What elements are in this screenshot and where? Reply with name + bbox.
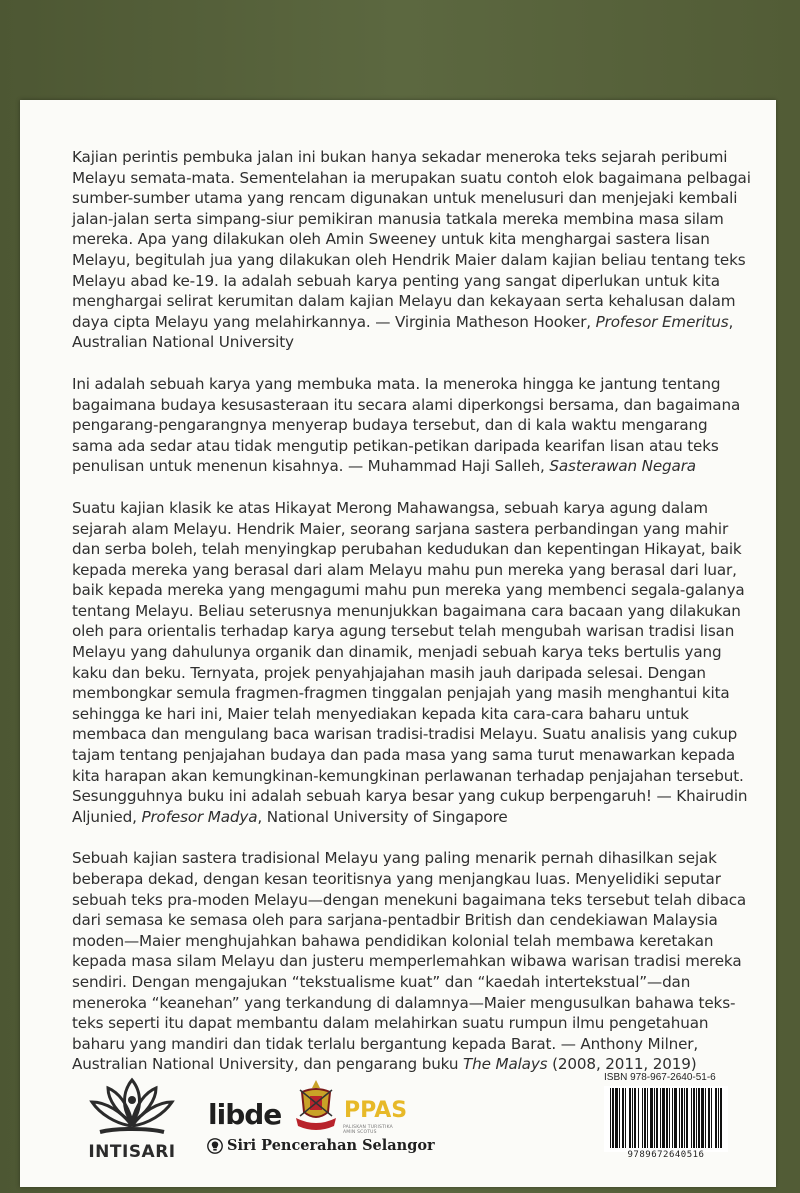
barcode-bar [654,1088,655,1148]
barcode-bar [638,1088,639,1148]
barcode-bar [711,1088,712,1148]
barcode-bar [644,1088,646,1148]
barcode-bar [610,1088,611,1148]
barcode-bar [705,1088,706,1148]
blurbs-section [72,147,752,1096]
libde-logo: libde [208,1098,282,1131]
barcode-bar [686,1088,688,1148]
isbn-label: ISBN 978-967-2640-51-6 [604,1072,716,1083]
barcode-bar [642,1088,643,1148]
siri-pencerahan-logo [207,1137,435,1154]
barcode-bar [715,1088,717,1148]
barcode-bar [672,1088,673,1148]
barcode-bar [674,1088,677,1148]
barcode-bar [650,1088,653,1148]
barcode [604,1086,728,1152]
barcode-bar [625,1088,626,1148]
ppas-logo: PPAS [344,1098,408,1123]
intisari-text: INTISARI [88,1142,176,1162]
barcode-bar [634,1088,636,1148]
barcode-bar [662,1088,665,1148]
barcode-bar [698,1088,700,1148]
barcode-bar [701,1088,704,1148]
barcode-bar [622,1088,624,1148]
ppas-subtitle: PALISKAN TURISTIKA AMIN SCOTUS [343,1125,393,1135]
siri-text: Siri Pencerahan Selangor [227,1137,435,1154]
barcode-bar [629,1088,631,1148]
barcode-bar [656,1088,658,1148]
blurb-1: Kajian perintis pembuka jalan ini bukan hanya sekadar meneroka teks sejarah peribumi Melayu semata-mata. Sementelahan ia merupakan suatu contoh elok bagaimana pelbagai sumber-sumber utama yang rencam digunakan untuk menelusuri dan menjejaki kembali jalan-jalan serta simpang-siur pemikiran manusia tatkala mereka membina masa silam mereka. Apa yang dilakukan oleh Amin Sweeney untuk kita menghargai sastera lisan Melayu, begitulah jua yang dilakukan oleh Hendrik Maier dalam kajian beliau tentang teks Melayu abad ke-19. Ia adalah sebuah karya penting yang sangat diperlukan untuk kita menghargai selirat kerumitan dalam kajian Melayu dan kekayaan serta kehalusan dalam daya cipta Melayu yang melahirkannya. — Virginia Matheson Hooker, Profesor Emeritus, Australian National University [72,148,751,352]
lotus-icon [82,1070,182,1142]
barcode-bar [669,1088,670,1148]
barcode-bar [679,1088,680,1148]
barcode-bar [693,1088,695,1148]
barcode-bar [684,1088,685,1148]
blurb-2: Ini adalah sebuah karya yang membuka mata. Ia meneroka hingga ke jantung tentang bagaimana budaya kesusasteraan itu secara alami diperkongsi bersama, dan bagaimana pengarang-pengarangnya menyerap budaya tersebut, dan di kala waktu mengarang sama ada sedar atau tidak mengutip petikan-petikan daripada kearifan lisan atau teks penulisan untuk menenun kisahnya. — Muhammad Haji Salleh, Sasterawan Negara [72,374,741,476]
barcode-bar [612,1088,614,1148]
barcode-bar [718,1088,719,1148]
barcode-bar [681,1088,683,1148]
barcode-bar [660,1088,661,1148]
lightbulb-icon [207,1138,223,1154]
barcode-bar [691,1088,692,1148]
barcode-bar [647,1088,648,1148]
barcode-bar [632,1088,633,1148]
barcode-bar [708,1088,710,1148]
selangor-crest-icon [292,1078,340,1134]
barcode-bar [615,1088,618,1148]
blurb-4: Sebuah kajian sastera tradisional Melayu yang paling menarik pernah dihasilkan sejak beberapa dekad, dengan kesan teoritisnya yang menjangkau luas. Menyelidiki seputar sebuah teks pra-moden Melayu—dengan menekuni bagaimana teks tersebut telah dibaca dari semasa ke semasa oleh para sarjana-pentadbir British dan cendekiawan Malaysia moden—Maier menghujahkan bahawa pendidikan kolonial telah membawa keretakan kepada masa silam Melayu dan justeru memperlemahkan wibawa warisan tradisi mereka sendiri. Dengan mengajukan “tekstualisme kuat” dan “kaedah intertekstual”—dan meneroka “keanehan” yang terkandung di dalamnya—Maier mengusulkan bahawa teks-teks seperti itu dapat membantu dalam melahirkan suatu rumpun ilmu pengetahuan baharu yang mandiri dan tidak terlalu bergantung kepada Barat. — Anthony Milner, Australian National University, dan pengarang buku The Malays (2008, 2011, 2019) [72,849,747,1074]
barcode-number: 9789672640516 [627,1150,705,1160]
barcode-bar [696,1088,697,1148]
intisari-logo [82,1070,182,1162]
blurb-3: Suatu kajian klasik ke atas Hikayat Merong Mahawangsa, sebuah karya agung dalam sejarah alam Melayu. Hendrik Maier, seorang sarjana sastera perbandingan yang mahir dan serba boleh, telah menyingkap perubahan kedudukan dan kepentingan Hikayat, baik kepada mereka yang berasal dari alam Melayu mahu pun mereka yang berasal dari luar, baik kepada mereka yang mengagumi mahu pun mereka yang membenci segala-galanya tentang Melayu. Beliau seterusnya menunjukkan bagaimana cara bacaan yang dilakukan oleh para orientalis terhadap karya agung tersebut telah mengubah warisan tradisi lisan Melayu yang dahulunya organik dan dinamik, menjadi sebuah karya teks bertulis yang kaku dan beku. Ternyata, projek penyahjajahan masih jauh daripada selesai. Dengan membongkar semula fragmen-fragmen tinggalan penjajah yang masih menghantui kita sehingga ke hari ini, Maier telah menyediakan kepada kita cara-cara baharu untuk membaca dan mengulang baca warisan tradisi-tradisi Melayu. Suatu analisis yang cukup tajam tentang penjajahan budaya dan pada masa yang sama turut menawarkan kepada kita harapan akan kemungkinan-kemungkinan perlawanan terhadap penjajahan tersebut. Sesungguhnya buku ini adalah sebuah karya besar yang cukup berpengaruh! — Khairudin Aljunied, Profesor Madya, National University of Singapore [72,498,748,826]
barcode-bar [720,1088,722,1148]
barcode-bar [619,1088,620,1148]
barcode-bar [666,1088,668,1148]
